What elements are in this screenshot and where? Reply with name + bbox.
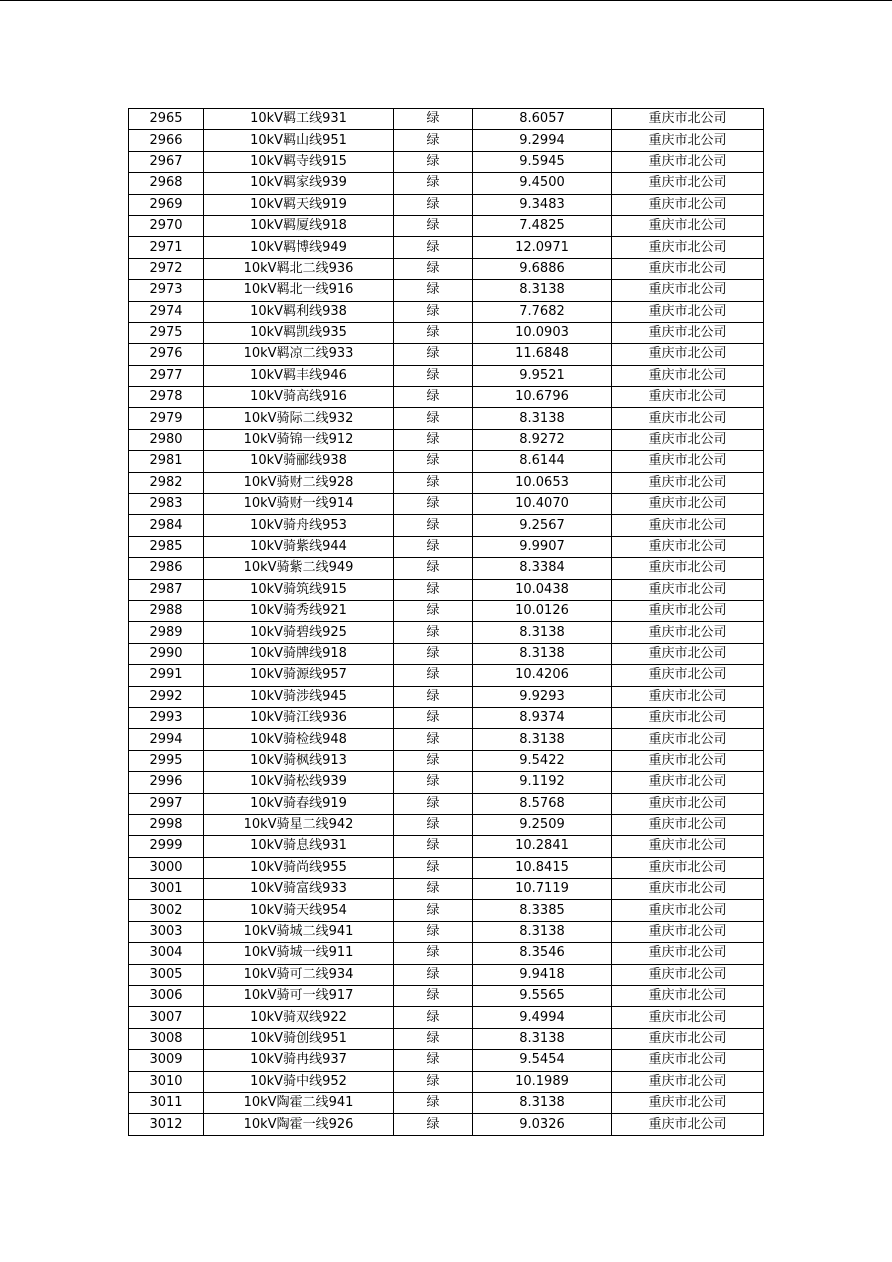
table-row	[129, 365, 764, 386]
row-id-cell: 2993	[129, 707, 204, 728]
line-name-cell: 10kV羁厦线918	[204, 215, 394, 236]
value-cell: 8.6057	[473, 109, 612, 130]
company-cell: 重庆市北公司	[612, 173, 764, 194]
table-row	[129, 1071, 764, 1092]
row-id-cell: 2966	[129, 130, 204, 151]
line-name-cell: 10kV羁北二线936	[204, 258, 394, 279]
row-id-cell: 3005	[129, 964, 204, 985]
value-cell: 8.3138	[473, 729, 612, 750]
table-row	[129, 900, 764, 921]
line-name-cell: 10kV骑江线936	[204, 707, 394, 728]
table-row	[129, 429, 764, 450]
row-id-cell: 2977	[129, 365, 204, 386]
line-name-cell: 10kV骑紫二线949	[204, 558, 394, 579]
row-id-cell: 2970	[129, 215, 204, 236]
row-id-cell: 2995	[129, 750, 204, 771]
line-name-cell: 10kV骑城一线911	[204, 943, 394, 964]
company-cell: 重庆市北公司	[612, 622, 764, 643]
company-cell: 重庆市北公司	[612, 151, 764, 172]
row-id-cell: 2980	[129, 429, 204, 450]
table-row	[129, 665, 764, 686]
status-cell: 绿	[394, 814, 473, 835]
status-cell: 绿	[394, 964, 473, 985]
row-id-cell: 2990	[129, 643, 204, 664]
status-cell: 绿	[394, 151, 473, 172]
line-name-cell: 10kV骑郦线938	[204, 451, 394, 472]
table-row	[129, 686, 764, 707]
table-row	[129, 322, 764, 343]
status-cell: 绿	[394, 686, 473, 707]
company-cell: 重庆市北公司	[612, 986, 764, 1007]
company-cell: 重庆市北公司	[612, 387, 764, 408]
company-cell: 重庆市北公司	[612, 322, 764, 343]
status-cell: 绿	[394, 109, 473, 130]
company-cell: 重庆市北公司	[612, 600, 764, 621]
status-cell: 绿	[394, 280, 473, 301]
value-cell: 9.2994	[473, 130, 612, 151]
row-id-cell: 2994	[129, 729, 204, 750]
company-cell: 重庆市北公司	[612, 109, 764, 130]
value-cell: 10.0126	[473, 600, 612, 621]
company-cell: 重庆市北公司	[612, 686, 764, 707]
value-cell: 9.3483	[473, 194, 612, 215]
line-name-cell: 10kV骑源线957	[204, 665, 394, 686]
company-cell: 重庆市北公司	[612, 921, 764, 942]
row-id-cell: 3009	[129, 1050, 204, 1071]
row-id-cell: 2991	[129, 665, 204, 686]
line-name-cell: 10kV骑牌线918	[204, 643, 394, 664]
line-name-cell: 10kV骑春线919	[204, 793, 394, 814]
table-row	[129, 622, 764, 643]
table-row	[129, 1028, 764, 1049]
line-name-cell: 10kV骑松线939	[204, 772, 394, 793]
table-row	[129, 451, 764, 472]
status-cell: 绿	[394, 387, 473, 408]
line-name-cell: 10kV羁凉二线933	[204, 344, 394, 365]
status-cell: 绿	[394, 900, 473, 921]
table-row	[129, 814, 764, 835]
company-cell: 重庆市北公司	[612, 365, 764, 386]
line-name-cell: 10kV骑可二线934	[204, 964, 394, 985]
row-id-cell: 3012	[129, 1114, 204, 1135]
value-cell: 9.9293	[473, 686, 612, 707]
value-cell: 10.0653	[473, 472, 612, 493]
table-row	[129, 558, 764, 579]
status-cell: 绿	[394, 494, 473, 515]
line-name-cell: 10kV骑城二线941	[204, 921, 394, 942]
value-cell: 10.4206	[473, 665, 612, 686]
row-id-cell: 2971	[129, 237, 204, 258]
status-cell: 绿	[394, 344, 473, 365]
table-row	[129, 921, 764, 942]
company-cell: 重庆市北公司	[612, 857, 764, 878]
line-name-cell: 10kV骑双线922	[204, 1007, 394, 1028]
table-row	[129, 964, 764, 985]
value-cell: 9.6886	[473, 258, 612, 279]
table-row	[129, 772, 764, 793]
company-cell: 重庆市北公司	[612, 558, 764, 579]
value-cell: 10.4070	[473, 494, 612, 515]
line-name-cell: 10kV骑枫线913	[204, 750, 394, 771]
table-row	[129, 237, 764, 258]
row-id-cell: 2976	[129, 344, 204, 365]
value-cell: 8.6144	[473, 451, 612, 472]
status-cell: 绿	[394, 301, 473, 322]
table-row	[129, 707, 764, 728]
line-name-cell: 10kV骑舟线953	[204, 515, 394, 536]
row-id-cell: 3007	[129, 1007, 204, 1028]
company-cell: 重庆市北公司	[612, 515, 764, 536]
line-name-cell: 10kV骑筑线915	[204, 579, 394, 600]
company-cell: 重庆市北公司	[612, 472, 764, 493]
company-cell: 重庆市北公司	[612, 793, 764, 814]
status-cell: 绿	[394, 836, 473, 857]
company-cell: 重庆市北公司	[612, 194, 764, 215]
line-name-cell: 10kV骑秀线921	[204, 600, 394, 621]
line-name-cell: 10kV陶霍一线926	[204, 1114, 394, 1135]
row-id-cell: 3004	[129, 943, 204, 964]
row-id-cell: 3011	[129, 1092, 204, 1113]
status-cell: 绿	[394, 515, 473, 536]
company-cell: 重庆市北公司	[612, 1007, 764, 1028]
table-row	[129, 643, 764, 664]
status-cell: 绿	[394, 579, 473, 600]
row-id-cell: 2967	[129, 151, 204, 172]
table-row	[129, 280, 764, 301]
value-cell: 8.3138	[473, 1092, 612, 1113]
line-name-cell: 10kV羁利线938	[204, 301, 394, 322]
table-row	[129, 215, 764, 236]
value-cell: 10.1989	[473, 1071, 612, 1092]
table-row	[129, 194, 764, 215]
line-data-table	[128, 108, 764, 1136]
company-cell: 重庆市北公司	[612, 344, 764, 365]
row-id-cell: 2983	[129, 494, 204, 515]
status-cell: 绿	[394, 1050, 473, 1071]
value-cell: 9.5945	[473, 151, 612, 172]
table-row	[129, 579, 764, 600]
status-cell: 绿	[394, 130, 473, 151]
table-row	[129, 879, 764, 900]
table-row	[129, 986, 764, 1007]
line-name-cell: 10kV骑涉线945	[204, 686, 394, 707]
company-cell: 重庆市北公司	[612, 536, 764, 557]
company-cell: 重庆市北公司	[612, 900, 764, 921]
value-cell: 8.3138	[473, 280, 612, 301]
value-cell: 7.4825	[473, 215, 612, 236]
company-cell: 重庆市北公司	[612, 130, 764, 151]
table-row	[129, 536, 764, 557]
company-cell: 重庆市北公司	[612, 1050, 764, 1071]
company-cell: 重庆市北公司	[612, 707, 764, 728]
company-cell: 重庆市北公司	[612, 772, 764, 793]
table-row	[129, 151, 764, 172]
table-row	[129, 515, 764, 536]
line-name-cell: 10kV骑际二线932	[204, 408, 394, 429]
value-cell: 8.9374	[473, 707, 612, 728]
value-cell: 9.9907	[473, 536, 612, 557]
status-cell: 绿	[394, 429, 473, 450]
value-cell: 10.8415	[473, 857, 612, 878]
table-row	[129, 793, 764, 814]
value-cell: 9.2509	[473, 814, 612, 835]
table-row	[129, 387, 764, 408]
table-row	[129, 1092, 764, 1113]
status-cell: 绿	[394, 622, 473, 643]
row-id-cell: 2992	[129, 686, 204, 707]
value-cell: 9.2567	[473, 515, 612, 536]
status-cell: 绿	[394, 857, 473, 878]
table-row	[129, 1007, 764, 1028]
line-name-cell: 10kV羁寺线915	[204, 151, 394, 172]
company-cell: 重庆市北公司	[612, 665, 764, 686]
status-cell: 绿	[394, 943, 473, 964]
table-row	[129, 301, 764, 322]
table-row	[129, 344, 764, 365]
company-cell: 重庆市北公司	[612, 579, 764, 600]
row-id-cell: 3000	[129, 857, 204, 878]
table-row	[129, 943, 764, 964]
company-cell: 重庆市北公司	[612, 643, 764, 664]
line-name-cell: 10kV骑财一线914	[204, 494, 394, 515]
row-id-cell: 2979	[129, 408, 204, 429]
line-name-cell: 10kV骑星二线942	[204, 814, 394, 835]
table-row	[129, 600, 764, 621]
value-cell: 8.5768	[473, 793, 612, 814]
line-name-cell: 10kV羁工线931	[204, 109, 394, 130]
row-id-cell: 2975	[129, 322, 204, 343]
line-name-cell: 10kV羁天线919	[204, 194, 394, 215]
value-cell: 9.5565	[473, 986, 612, 1007]
status-cell: 绿	[394, 772, 473, 793]
row-id-cell: 2969	[129, 194, 204, 215]
company-cell: 重庆市北公司	[612, 494, 764, 515]
line-name-cell: 10kV骑财二线928	[204, 472, 394, 493]
table-row	[129, 750, 764, 771]
company-cell: 重庆市北公司	[612, 258, 764, 279]
table-row	[129, 173, 764, 194]
status-cell: 绿	[394, 729, 473, 750]
table-row	[129, 494, 764, 515]
row-id-cell: 2978	[129, 387, 204, 408]
table-row	[129, 1050, 764, 1071]
value-cell: 9.9418	[473, 964, 612, 985]
value-cell: 7.7682	[473, 301, 612, 322]
value-cell: 10.0438	[473, 579, 612, 600]
status-cell: 绿	[394, 558, 473, 579]
row-id-cell: 3002	[129, 900, 204, 921]
status-cell: 绿	[394, 215, 473, 236]
row-id-cell: 3006	[129, 986, 204, 1007]
status-cell: 绿	[394, 1007, 473, 1028]
value-cell: 10.7119	[473, 879, 612, 900]
line-name-cell: 10kV陶霍二线941	[204, 1092, 394, 1113]
row-id-cell: 2989	[129, 622, 204, 643]
company-cell: 重庆市北公司	[612, 301, 764, 322]
company-cell: 重庆市北公司	[612, 1071, 764, 1092]
company-cell: 重庆市北公司	[612, 237, 764, 258]
status-cell: 绿	[394, 194, 473, 215]
row-id-cell: 2974	[129, 301, 204, 322]
value-cell: 10.2841	[473, 836, 612, 857]
row-id-cell: 2996	[129, 772, 204, 793]
row-id-cell: 3001	[129, 879, 204, 900]
status-cell: 绿	[394, 258, 473, 279]
status-cell: 绿	[394, 472, 473, 493]
line-name-cell: 10kV羁北一线916	[204, 280, 394, 301]
value-cell: 8.3138	[473, 643, 612, 664]
line-name-cell: 10kV骑冉线937	[204, 1050, 394, 1071]
company-cell: 重庆市北公司	[612, 408, 764, 429]
value-cell: 8.3138	[473, 408, 612, 429]
company-cell: 重庆市北公司	[612, 215, 764, 236]
line-name-cell: 10kV骑高线916	[204, 387, 394, 408]
row-id-cell: 2998	[129, 814, 204, 835]
row-id-cell: 3008	[129, 1028, 204, 1049]
table-row	[129, 857, 764, 878]
value-cell: 9.9521	[473, 365, 612, 386]
value-cell: 8.3138	[473, 622, 612, 643]
status-cell: 绿	[394, 750, 473, 771]
row-id-cell: 2986	[129, 558, 204, 579]
value-cell: 9.4994	[473, 1007, 612, 1028]
status-cell: 绿	[394, 1071, 473, 1092]
table-row	[129, 408, 764, 429]
company-cell: 重庆市北公司	[612, 879, 764, 900]
line-name-cell: 10kV骑息线931	[204, 836, 394, 857]
status-cell: 绿	[394, 237, 473, 258]
table-row	[129, 1114, 764, 1135]
company-cell: 重庆市北公司	[612, 1092, 764, 1113]
row-id-cell: 2968	[129, 173, 204, 194]
row-id-cell: 2988	[129, 600, 204, 621]
value-cell: 10.0903	[473, 322, 612, 343]
status-cell: 绿	[394, 173, 473, 194]
status-cell: 绿	[394, 322, 473, 343]
value-cell: 9.5454	[473, 1050, 612, 1071]
value-cell: 10.6796	[473, 387, 612, 408]
status-cell: 绿	[394, 665, 473, 686]
status-cell: 绿	[394, 707, 473, 728]
company-cell: 重庆市北公司	[612, 280, 764, 301]
company-cell: 重庆市北公司	[612, 836, 764, 857]
row-id-cell: 2972	[129, 258, 204, 279]
value-cell: 9.1192	[473, 772, 612, 793]
line-name-cell: 10kV骑碧线925	[204, 622, 394, 643]
line-name-cell: 10kV骑尚线955	[204, 857, 394, 878]
company-cell: 重庆市北公司	[612, 1028, 764, 1049]
table-body	[129, 109, 764, 1136]
table-row	[129, 836, 764, 857]
line-name-cell: 10kV羁博线949	[204, 237, 394, 258]
row-id-cell: 2982	[129, 472, 204, 493]
row-id-cell: 2973	[129, 280, 204, 301]
status-cell: 绿	[394, 536, 473, 557]
company-cell: 重庆市北公司	[612, 964, 764, 985]
line-name-cell: 10kV骑中线952	[204, 1071, 394, 1092]
value-cell: 9.5422	[473, 750, 612, 771]
line-name-cell: 10kV羁山线951	[204, 130, 394, 151]
value-cell: 8.3546	[473, 943, 612, 964]
row-id-cell: 2985	[129, 536, 204, 557]
line-name-cell: 10kV骑富线933	[204, 879, 394, 900]
status-cell: 绿	[394, 879, 473, 900]
table-row	[129, 472, 764, 493]
status-cell: 绿	[394, 1114, 473, 1135]
value-cell: 8.3138	[473, 921, 612, 942]
row-id-cell: 2984	[129, 515, 204, 536]
status-cell: 绿	[394, 986, 473, 1007]
table-row	[129, 729, 764, 750]
company-cell: 重庆市北公司	[612, 814, 764, 835]
line-name-cell: 10kV羁丰线946	[204, 365, 394, 386]
row-id-cell: 3003	[129, 921, 204, 942]
line-name-cell: 10kV骑天线954	[204, 900, 394, 921]
status-cell: 绿	[394, 921, 473, 942]
value-cell: 11.6848	[473, 344, 612, 365]
line-name-cell: 10kV骑可一线917	[204, 986, 394, 1007]
row-id-cell: 2965	[129, 109, 204, 130]
value-cell: 8.3384	[473, 558, 612, 579]
value-cell: 8.9272	[473, 429, 612, 450]
page-top-border	[0, 0, 892, 1]
line-name-cell: 10kV羁家线939	[204, 173, 394, 194]
company-cell: 重庆市北公司	[612, 1114, 764, 1135]
value-cell: 12.0971	[473, 237, 612, 258]
value-cell: 9.0326	[473, 1114, 612, 1135]
company-cell: 重庆市北公司	[612, 451, 764, 472]
row-id-cell: 2997	[129, 793, 204, 814]
status-cell: 绿	[394, 643, 473, 664]
line-name-cell: 10kV羁凯线935	[204, 322, 394, 343]
company-cell: 重庆市北公司	[612, 729, 764, 750]
line-name-cell: 10kV骑检线948	[204, 729, 394, 750]
table-row	[129, 258, 764, 279]
status-cell: 绿	[394, 1028, 473, 1049]
row-id-cell: 2987	[129, 579, 204, 600]
status-cell: 绿	[394, 451, 473, 472]
row-id-cell: 2981	[129, 451, 204, 472]
table-row	[129, 109, 764, 130]
company-cell: 重庆市北公司	[612, 750, 764, 771]
status-cell: 绿	[394, 365, 473, 386]
status-cell: 绿	[394, 1092, 473, 1113]
status-cell: 绿	[394, 600, 473, 621]
row-id-cell: 2999	[129, 836, 204, 857]
line-name-cell: 10kV骑锦一线912	[204, 429, 394, 450]
company-cell: 重庆市北公司	[612, 943, 764, 964]
status-cell: 绿	[394, 793, 473, 814]
row-id-cell: 3010	[129, 1071, 204, 1092]
company-cell: 重庆市北公司	[612, 429, 764, 450]
value-cell: 9.4500	[473, 173, 612, 194]
status-cell: 绿	[394, 408, 473, 429]
table-row	[129, 130, 764, 151]
value-cell: 8.3385	[473, 900, 612, 921]
line-name-cell: 10kV骑创线951	[204, 1028, 394, 1049]
line-name-cell: 10kV骑紫线944	[204, 536, 394, 557]
value-cell: 8.3138	[473, 1028, 612, 1049]
